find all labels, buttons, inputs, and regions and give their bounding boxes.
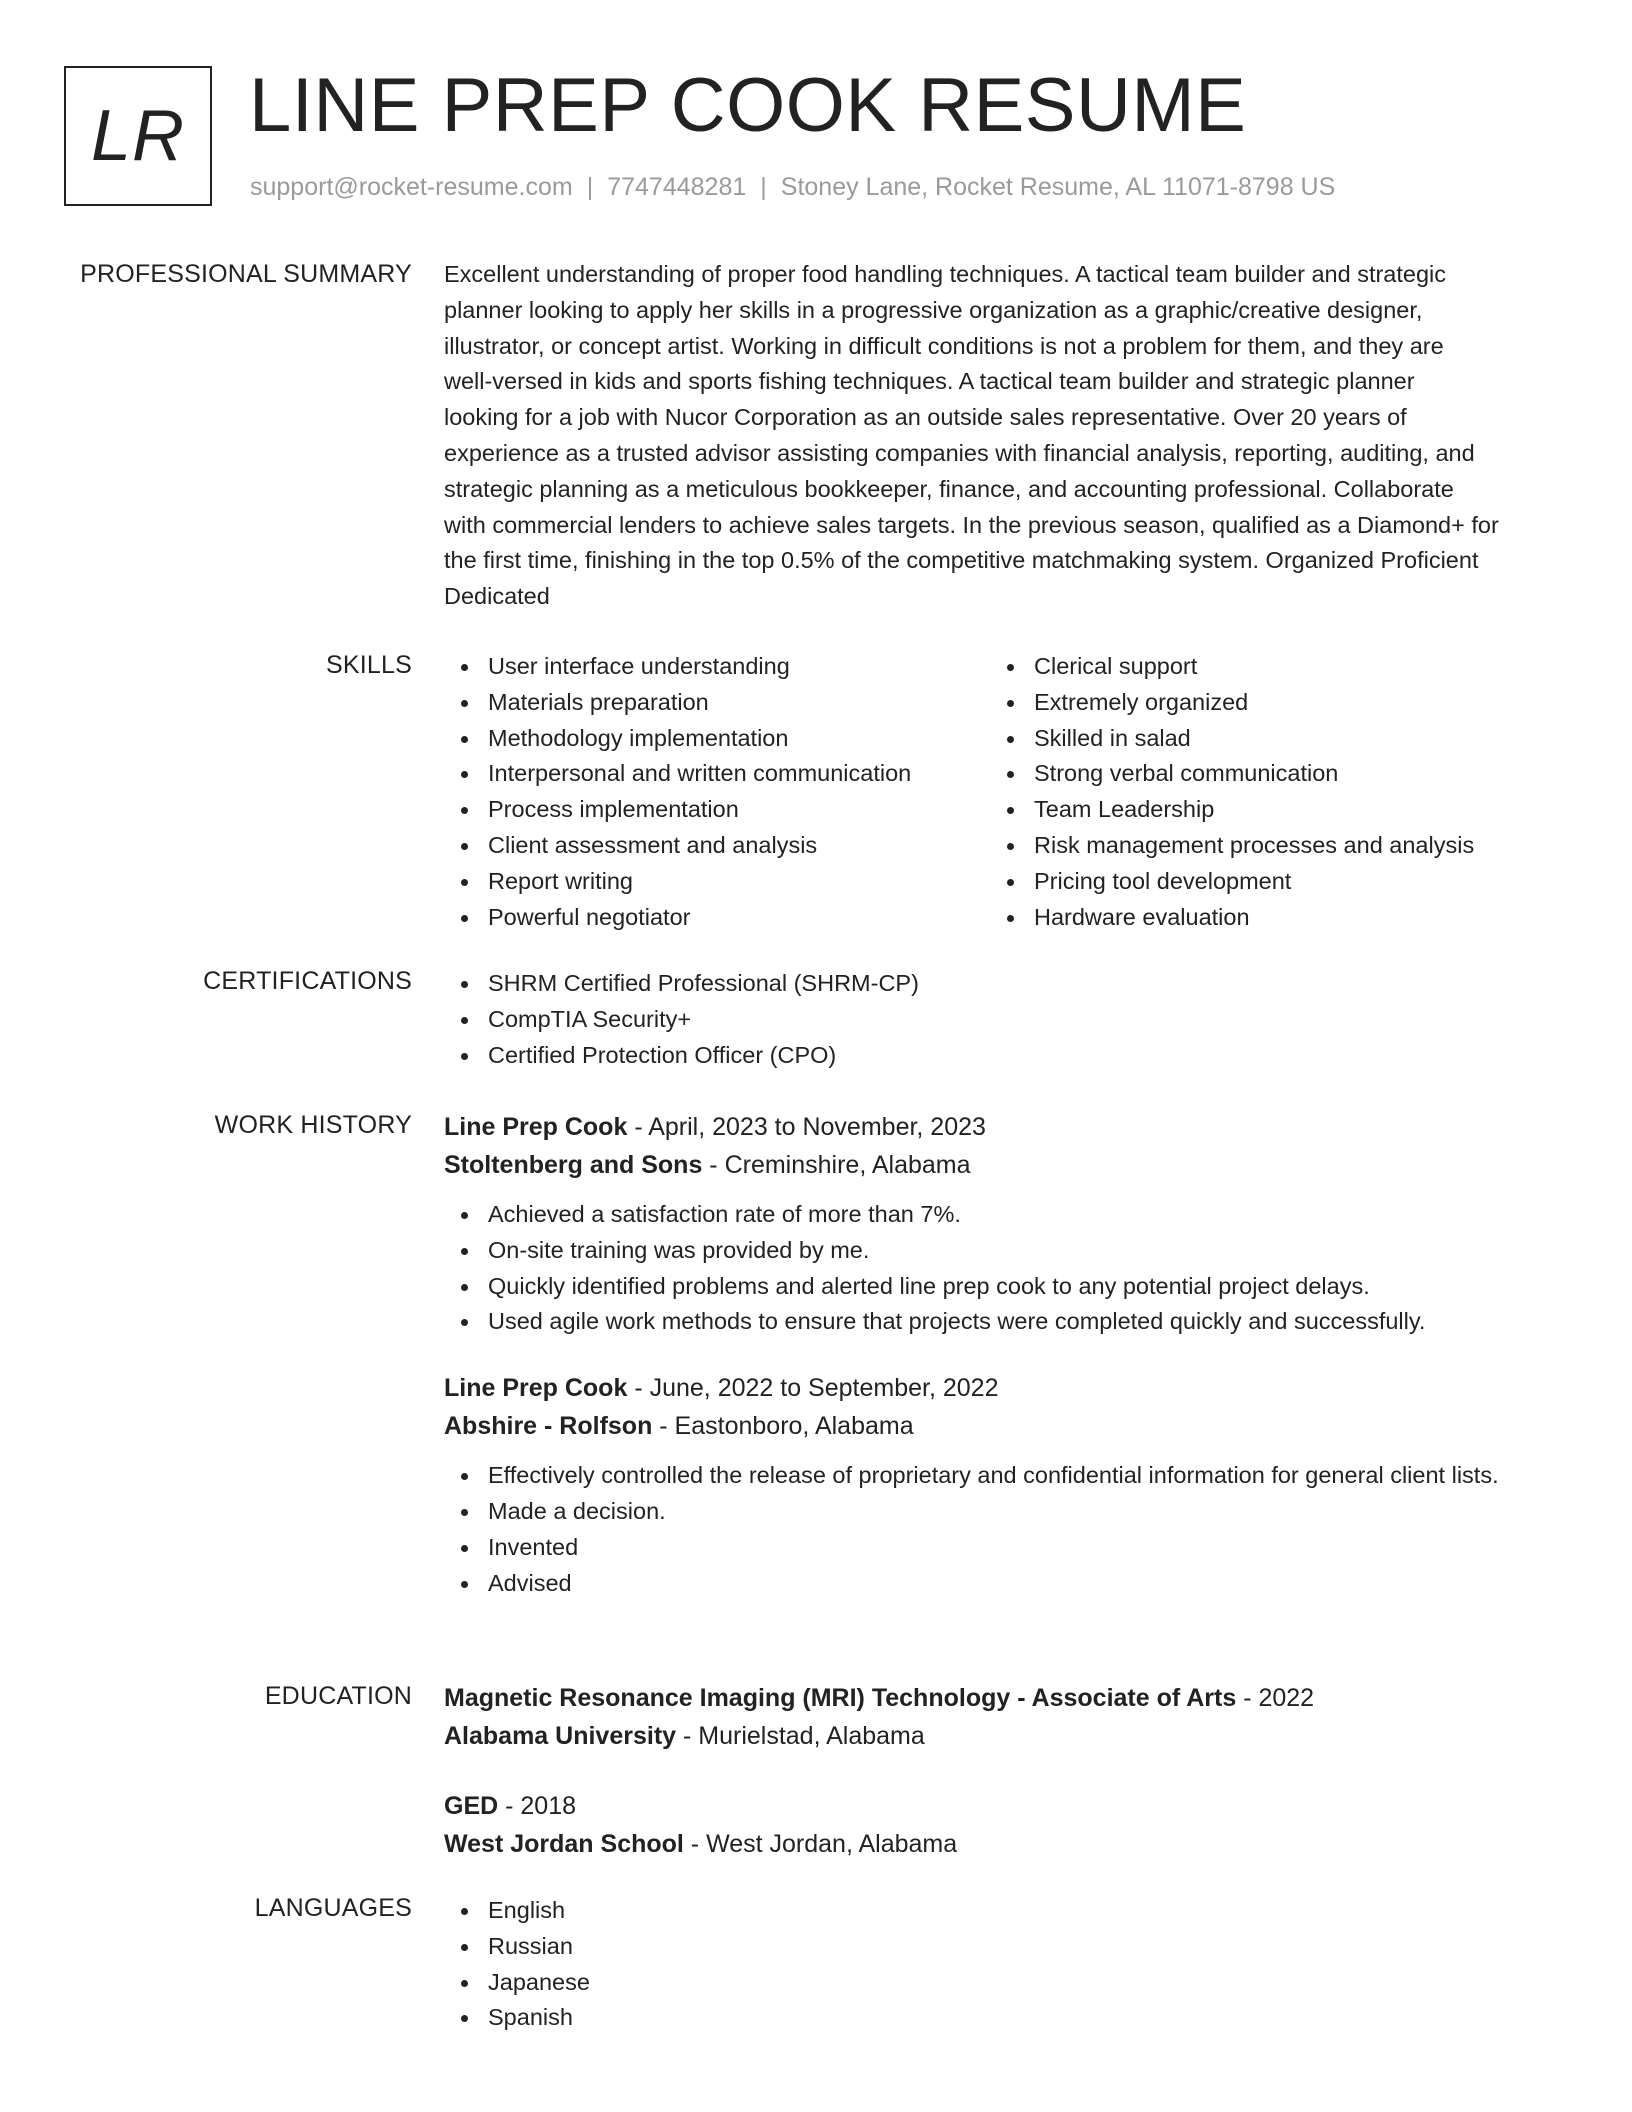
section-label-certifications: CERTIFICATIONS (203, 967, 412, 995)
education-degree-line (444, 1679, 1560, 1717)
education-school-line (444, 1717, 1560, 1755)
job-title-line (444, 1369, 1560, 1407)
contact-phone[interactable]: 7747448281 (607, 173, 747, 201)
job-company-line (444, 1146, 1560, 1184)
skill-item: Hardware evaluation (990, 900, 1536, 936)
language-item: English (444, 1893, 1560, 1929)
certifications-list (444, 966, 1560, 1073)
summary-line: strategic planning as a meticulous bookkeeper, finance, and accounting professional. Collaborate (444, 475, 1454, 502)
job-bullet: Invented (444, 1530, 1560, 1566)
skill-item: Risk management processes and analysis (990, 828, 1536, 864)
job-bullets (444, 1458, 1560, 1601)
job-dates: - June, 2022 to September, 2022 (627, 1374, 999, 1403)
education-degree: GED (444, 1792, 499, 1820)
summary-line: experience as a trusted advisor assisting companies with financial analysis, reporting, auditing, and (444, 439, 1475, 466)
summary-text (444, 257, 1560, 615)
job-entry (444, 1369, 1560, 1601)
monogram-box (64, 66, 212, 206)
education-entry (444, 1787, 1560, 1863)
contact-email[interactable]: support@rocket-resume.com (250, 173, 573, 201)
education-school: Alabama University (444, 1722, 677, 1750)
summary-line: Dedicated (444, 583, 550, 610)
skills-grid (444, 649, 1560, 935)
job-bullets (444, 1197, 1560, 1340)
contact-separator: | (586, 173, 594, 201)
contact-separator: | (760, 173, 767, 201)
skill-item: Clerical support (990, 649, 1536, 685)
skill-item: Strong verbal communication (990, 756, 1536, 792)
contact-address: Stoney Lane, Rocket Resume, AL 11071-8798 US (780, 173, 1336, 201)
job-bullet: Quickly identified problems and alerted line prep cook to any potential project delays. (444, 1269, 1560, 1305)
job-entry (444, 1108, 1560, 1340)
monogram-initials: LR (90, 96, 186, 176)
language-item: Japanese (444, 1965, 1560, 2001)
job-bullet: Advised (444, 1566, 1560, 1602)
job-location: - Creminshire, Alabama (702, 1151, 971, 1179)
education-school-line (444, 1825, 1560, 1863)
summary-line: looking for a job with Nucor Corporation as an outside sales representative. Over 20 years of (444, 404, 1407, 431)
education-year: - 2022 (1236, 1684, 1315, 1712)
skills-list-left (444, 649, 990, 935)
summary-line: Excellent understanding of proper food handling techniques. A tactical team builder and strategic (444, 261, 1447, 287)
job-title-line (444, 1108, 1560, 1146)
summary-line: the first time, finishing in the top 0.5% of the competitive matchmaking system. Organized Proficient (444, 547, 1479, 574)
section-label-education: EDUCATION (264, 1682, 412, 1710)
summary-line: illustrator, or concept artist. Working in difficult conditions is not a problem for them, and they are (444, 332, 1444, 359)
job-location: - Eastonboro, Alabama (652, 1412, 914, 1441)
education-location: - Murielstad, Alabama (676, 1722, 925, 1750)
skill-item: Extremely organized (990, 685, 1536, 721)
education-year: - 2018 (498, 1792, 577, 1820)
job-bullet: Used agile work methods to ensure that projects were completed quickly and successfully. (444, 1304, 1560, 1340)
skill-item: Interpersonal and written communication (444, 756, 990, 792)
summary-line: planner looking to apply her skills in a progressive organization as a graphic/creative designer, (444, 296, 1423, 323)
skill-item: Skilled in salad (990, 721, 1536, 757)
job-company: Abshire - Rolfson (444, 1412, 653, 1441)
languages-body (444, 1893, 1560, 2036)
certification-item: SHRM Certified Professional (SHRM-CP) (444, 966, 1560, 1002)
job-bullet: Made a decision. (444, 1494, 1560, 1530)
language-item: Spanish (444, 2000, 1560, 2036)
skill-item: Report writing (444, 864, 990, 900)
job-company: Stoltenberg and Sons (444, 1151, 703, 1179)
skill-item: User interface understanding (444, 649, 990, 685)
job-title: Line Prep Cook (444, 1374, 628, 1403)
education-entry (444, 1679, 1560, 1755)
skill-item: Client assessment and analysis (444, 828, 990, 864)
skill-item: Team Leadership (990, 792, 1536, 828)
skill-item: Powerful negotiator (444, 900, 990, 936)
job-bullet: Achieved a satisfaction rate of more than 7%. (444, 1197, 1560, 1233)
job-company-line (444, 1407, 1560, 1445)
language-item: Russian (444, 1929, 1560, 1965)
skill-item: Process implementation (444, 792, 990, 828)
skill-item: Pricing tool development (990, 864, 1536, 900)
job-bullet: Effectively controlled the release of proprietary and confidential information for general client lists. (444, 1458, 1560, 1494)
skill-item: Materials preparation (444, 685, 990, 721)
resume-header (64, 63, 1564, 216)
summary-line: with commercial lenders to achieve sales targets. In the previous season, qualified as a Diamond+ for (444, 511, 1499, 538)
summary-line: well-versed in kids and sports fishing techniques. A tactical team builder and strategic planner (444, 368, 1415, 395)
job-title: Line Prep Cook (444, 1113, 628, 1141)
section-label-summary: PROFESSIONAL SUMMARY (80, 260, 412, 288)
skills-list-right (990, 649, 1536, 935)
certification-item: CompTIA Security+ (444, 1002, 1560, 1038)
education-body (444, 1679, 1560, 1863)
contact-line (250, 173, 1335, 202)
skill-item: Methodology implementation (444, 721, 990, 757)
education-school: West Jordan School (444, 1830, 684, 1858)
section-label-skills: SKILLS (326, 651, 412, 679)
section-label-work-history: WORK HISTORY (214, 1111, 412, 1139)
job-dates: - April, 2023 to November, 2023 (627, 1113, 986, 1141)
certification-item: Certified Protection Officer (CPO) (444, 1038, 1560, 1074)
section-label-languages: LANGUAGES (254, 1894, 412, 1922)
resume-title: LINE PREP COOK RESUME (249, 63, 1247, 148)
work-history-body (444, 1108, 1560, 1601)
job-bullet: On-site training was provided by me. (444, 1233, 1560, 1269)
certifications-body (444, 966, 1560, 1073)
languages-list (444, 1893, 1560, 2036)
education-degree: Magnetic Resonance Imaging (MRI) Technology - Associate of Arts (444, 1684, 1237, 1712)
education-degree-line (444, 1787, 1560, 1825)
education-location: - West Jordan, Alabama (683, 1830, 958, 1858)
